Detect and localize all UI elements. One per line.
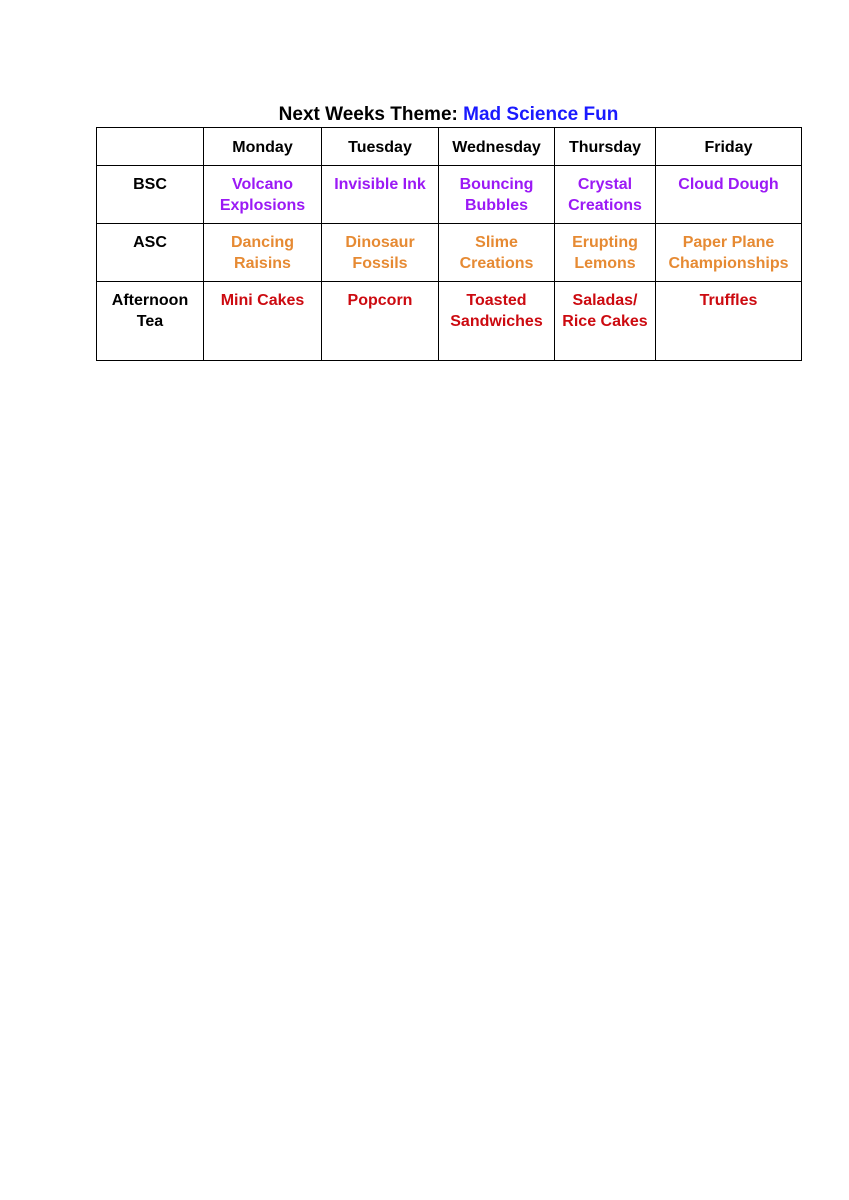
activity-cell: Crystal Creations — [555, 166, 656, 224]
day-header-thursday: Thursday — [555, 128, 656, 166]
day-header-tuesday: Tuesday — [322, 128, 439, 166]
table-row-afternoon-tea — [97, 282, 802, 361]
activity-cell: Dinosaur Fossils — [322, 224, 439, 282]
activity-cell: Slime Creations — [439, 224, 555, 282]
activity-cell: Volcano Explosions — [204, 166, 322, 224]
day-header-monday: Monday — [204, 128, 322, 166]
menu-cell: Truffles — [656, 282, 802, 361]
activity-cell: Invisible Ink — [322, 166, 439, 224]
row-label-afternoon-tea: Afternoon Tea — [97, 282, 204, 361]
activity-cell: Cloud Dough — [656, 166, 802, 224]
activity-cell: Bouncing Bubbles — [439, 166, 555, 224]
activity-cell: Paper Plane Championships — [656, 224, 802, 282]
title-prefix: Next Weeks Theme: — [278, 104, 464, 125]
header-row — [97, 128, 802, 166]
table-row-bsc — [97, 166, 802, 224]
activity-cell: Dancing Raisins — [204, 224, 322, 282]
menu-cell: Toasted Sandwiches — [439, 282, 555, 361]
menu-cell: Popcorn — [322, 282, 439, 361]
row-label-asc: ASC — [97, 224, 204, 282]
theme-name: Mad Science Fun — [463, 104, 619, 125]
corner-cell — [97, 128, 204, 166]
day-header-friday: Friday — [656, 128, 802, 166]
table-row-asc — [97, 224, 802, 282]
row-label-bsc: BSC — [97, 166, 204, 224]
day-header-wednesday: Wednesday — [439, 128, 555, 166]
activity-cell: Erupting Lemons — [555, 224, 656, 282]
page-title — [96, 103, 801, 127]
schedule-table — [96, 127, 802, 361]
menu-cell: Mini Cakes — [204, 282, 322, 361]
menu-cell: Saladas/ Rice Cakes — [555, 282, 656, 361]
